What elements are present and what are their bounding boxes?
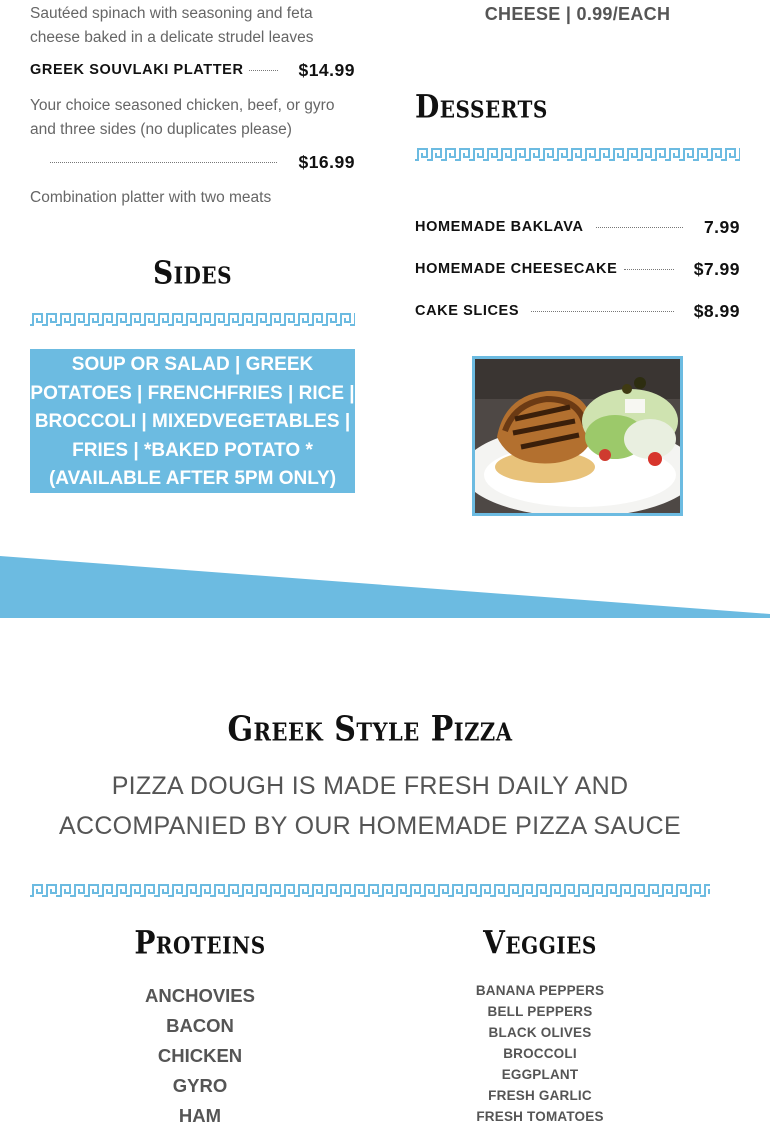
veggies-list (390, 980, 690, 1127)
spinach-description: Sautéed spinach with seasoning and feta cheese baked in a delicate strudel leaves (30, 5, 314, 46)
protein-item: BACON (166, 1015, 234, 1036)
dessert-price-cake-slices: $8.99 (693, 301, 740, 321)
proteins-heading: Proteins (134, 923, 266, 962)
protein-item: ANCHOVIES (145, 985, 255, 1006)
dessert-name-cake-slices: CAKE SLICES (415, 303, 520, 319)
souvlaki-price: $14.99 (298, 60, 355, 80)
cut-off-text: CHEESE | 0.99/EACH (484, 4, 671, 24)
sides-box (30, 349, 355, 493)
combo-description: Combination platter with two meats (30, 189, 272, 206)
sides-heading: Sides (152, 253, 233, 292)
desserts-heading: Desserts (415, 87, 548, 126)
dessert-dots-cake-slices (531, 311, 674, 312)
souvlaki-dots (249, 70, 278, 71)
dessert-name-baklava: HOMEMADE BAKLAVA (415, 219, 584, 235)
protein-item: GYRO (172, 1075, 228, 1096)
combo-price: $16.99 (298, 152, 355, 172)
dessert-price-cheesecake: $7.99 (693, 259, 740, 279)
veggie-item: BLACK OLIVES (488, 1025, 592, 1040)
pizza-heading: Greek Style Pizza (227, 709, 513, 750)
dessert-dots-cheesecake (624, 269, 674, 270)
greek-key-icon (30, 312, 355, 326)
veggies-heading: Veggies (483, 923, 597, 962)
veggie-item: BELL PEPPERS (487, 1004, 593, 1019)
protein-item: HAM (178, 1105, 222, 1126)
proteins-list (50, 981, 350, 1131)
souvlaki-description: Your choice seasoned chicken, beef, or gyro and three sides (no duplicates please) (30, 97, 335, 138)
greek-key-icon (415, 147, 740, 161)
veggie-item: EGGPLANT (501, 1067, 579, 1082)
sides-text: SOUP OR SALAD | GREEK POTATOES | FRENCHFRIES | RICE | BROCCOLI | MIXEDVEGETABLES | FRIES | *BAKED POTATO *(AVAILABLE AFTER 5PM ONLY) (30, 354, 355, 489)
veggie-item: FRESH TOMATOES (476, 1109, 604, 1124)
dessert-name-cheesecake: HOMEMADE CHEESECAKE (415, 261, 618, 277)
pizza-tagline: PIZZA DOUGH IS MADE FRESH DAILY AND ACCOMPANIED BY OUR HOMEMADE PIZZA SAUCE (59, 772, 681, 840)
veggie-item: FRESH GARLIC (488, 1088, 592, 1103)
food-photo (472, 356, 683, 516)
diagonal-band (0, 556, 770, 618)
souvlaki-name: GREEK SOUVLAKI PLATTER (30, 62, 244, 78)
food-plate-illustration (475, 359, 680, 513)
veggie-item: BROCCOLI (503, 1046, 577, 1061)
dessert-price-baklava: 7.99 (703, 217, 740, 237)
veggie-item: BANANA PEPPERS (475, 983, 605, 998)
protein-item: CHICKEN (157, 1045, 243, 1066)
greek-key-icon (30, 883, 710, 897)
combo-dots (50, 162, 277, 163)
